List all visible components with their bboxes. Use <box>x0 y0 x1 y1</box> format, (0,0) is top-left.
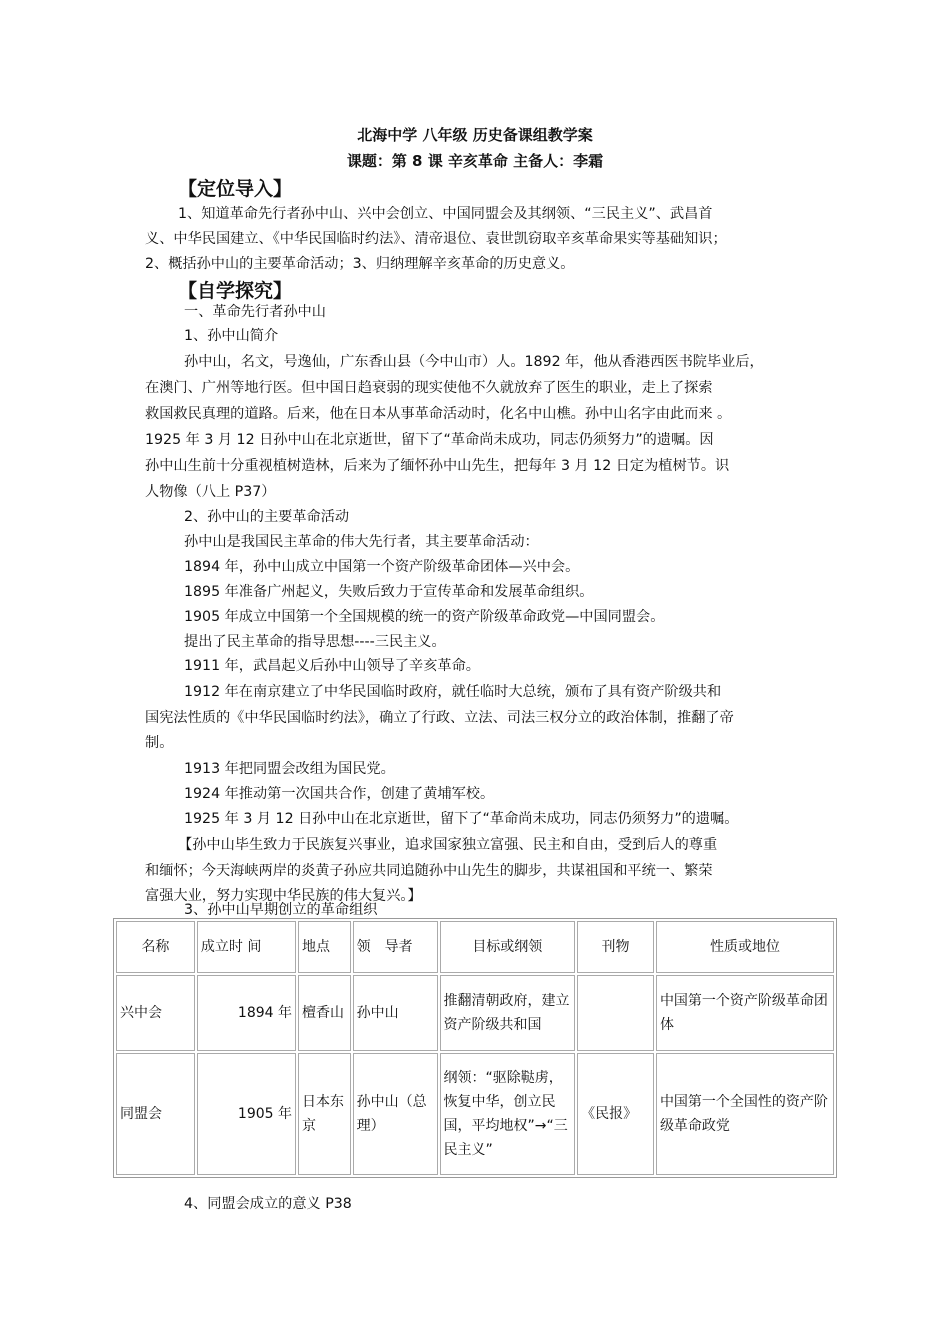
table-cell: 纲领：“驱除鞑虏，恢复中华，创立民国，平均地权”→“三民主义” <box>440 1053 576 1175</box>
header-cell: 领 导者 <box>353 921 438 973</box>
sub1-title: 1、孙中山简介 <box>184 328 279 344</box>
revolutionary-org-table <box>113 918 837 1178</box>
bio-line: 在澳门、广州等地行医。但中国日趋衰弱的现实使他不久就放弃了医生的职业，走上了探索 <box>145 380 713 396</box>
document-title: 北海中学 八年级 历史备课组教学案 <box>357 126 593 144</box>
activity-line: 1905 年成立中国第一个全国规模的统一的资产阶级革命政党—中国同盟会。 <box>184 609 665 625</box>
activity-line: 1895 年准备广州起义，失败后致力于宣传革命和发展革命组织。 <box>184 584 594 600</box>
bio-line: 孙中山，名文，号逸仙，广东香山县（今中山市）人。1892 年，他从香港西医书院毕业后， <box>184 354 764 370</box>
part1-title: 一、革命先行者孙中山 <box>184 304 326 320</box>
table-cell: 推翻清朝政府，建立资产阶级共和国 <box>440 975 576 1051</box>
header-cell: 成立时 间 <box>197 921 296 973</box>
table-cell: 《民报》 <box>577 1053 654 1175</box>
header-cell: 目标或纲领 <box>440 921 576 973</box>
activity-line: 1913 年把同盟会改组为国民党。 <box>184 761 395 777</box>
table-cell: 同盟会 <box>116 1053 195 1175</box>
table-cell: 中国第一个资产阶级革命团体 <box>656 975 834 1051</box>
header-cell: 刊物 <box>577 921 654 973</box>
lesson-subtitle: 课题：第 8 课 辛亥革命 主备人：李霜 <box>346 152 604 170</box>
table-header-row <box>116 921 834 973</box>
activity-line: 和缅怀；今天海峡两岸的炎黄子孙应共同追随孙中山先生的脚步，共谋祖国和平统一、繁荣 <box>145 863 713 879</box>
activity-line: 富强大业，努力实现中华民族的伟大复兴。】 <box>145 888 422 904</box>
table-row <box>116 1053 834 1175</box>
activity-line: 1911 年，武昌起义后孙中山领导了辛亥革命。 <box>184 658 480 674</box>
sub3-title: 3、孙中山早期创立的革命组织 <box>184 902 378 918</box>
table-cell: 1905 年 <box>197 1053 296 1175</box>
bio-line: 救国救民真理的道路。后来，他在日本从事革命活动时，化名中山樵。孙中山名字由此而来 。 <box>145 406 732 422</box>
activity-line: 1894 年，孙中山成立中国第一个资产阶级革命团体—兴中会。 <box>184 559 580 575</box>
table-cell: 1894 年 <box>197 975 296 1051</box>
intro-line: 2、概括孙中山的主要革命活动；3、归纳理解辛亥革命的历史意义。 <box>145 256 575 272</box>
activity-line: 孙中山是我国民主革命的伟大先行者，其主要革命活动： <box>184 534 539 550</box>
table-cell: 檀香山 <box>298 975 351 1051</box>
bio-line: 孙中山生前十分重视植树造林，后来为了缅怀孙中山先生，把每年 3 月 12 日定为植树节。识 <box>145 458 730 474</box>
table-cell <box>577 975 654 1051</box>
study-heading: 【自学探究】 <box>178 280 293 302</box>
sub4-title: 4、同盟会成立的意义 P38 <box>184 1196 352 1212</box>
bio-line: 1925 年 3 月 12 日孙中山在北京逝世，留下了“革命尚未成功，同志仍须努力”的遗嘱。因 <box>145 432 714 448</box>
intro-line: 义、中华民国建立、《中华民国临时约法》、清帝退位、袁世凯窃取辛亥革命果实等基础知识； <box>145 231 727 247</box>
header-cell: 性质或地位 <box>656 921 834 973</box>
bio-line: 人物像（八上 P37） <box>145 484 276 500</box>
activity-line: 1925 年 3 月 12 日孙中山在北京逝世，留下了“革命尚未成功，同志仍须努力”的遗嘱。 <box>184 811 739 827</box>
activity-line: 1912 年在南京建立了中华民国临时政府，就任临时大总统，颁布了具有资产阶级共和 <box>184 684 722 700</box>
table-cell: 孙中山（总理） <box>353 1053 438 1175</box>
table-cell: 日本东京 <box>298 1053 351 1175</box>
activity-line: 制。 <box>145 735 174 751</box>
activity-line: 【孙中山毕生致力于民族复兴事业，追求国家独立富强、民主和自由，受到后人的尊重 <box>178 837 718 853</box>
table-row <box>116 975 834 1051</box>
activity-line: 提出了民主革命的指导思想----三民主义。 <box>184 634 446 650</box>
header-cell: 名称 <box>116 921 195 973</box>
activity-line: 1924 年推动第一次国共合作，创建了黄埔军校。 <box>184 786 495 802</box>
header-cell: 地点 <box>298 921 351 973</box>
intro-line: 1、知道革命先行者孙中山、兴中会创立、中国同盟会及其纲领、“三民主义”、武昌首 <box>178 206 713 222</box>
sub2-title: 2、孙中山的主要革命活动 <box>184 509 350 525</box>
table-cell: 孙中山 <box>353 975 438 1051</box>
activity-line: 国宪法性质的《中华民国临时约法》，确立了行政、立法、司法三权分立的政治体制，推翻了帝 <box>145 710 734 726</box>
intro-heading: 【定位导入】 <box>178 178 293 200</box>
table-cell: 兴中会 <box>116 975 195 1051</box>
table-cell: 中国第一个全国性的资产阶级革命政党 <box>656 1053 834 1175</box>
